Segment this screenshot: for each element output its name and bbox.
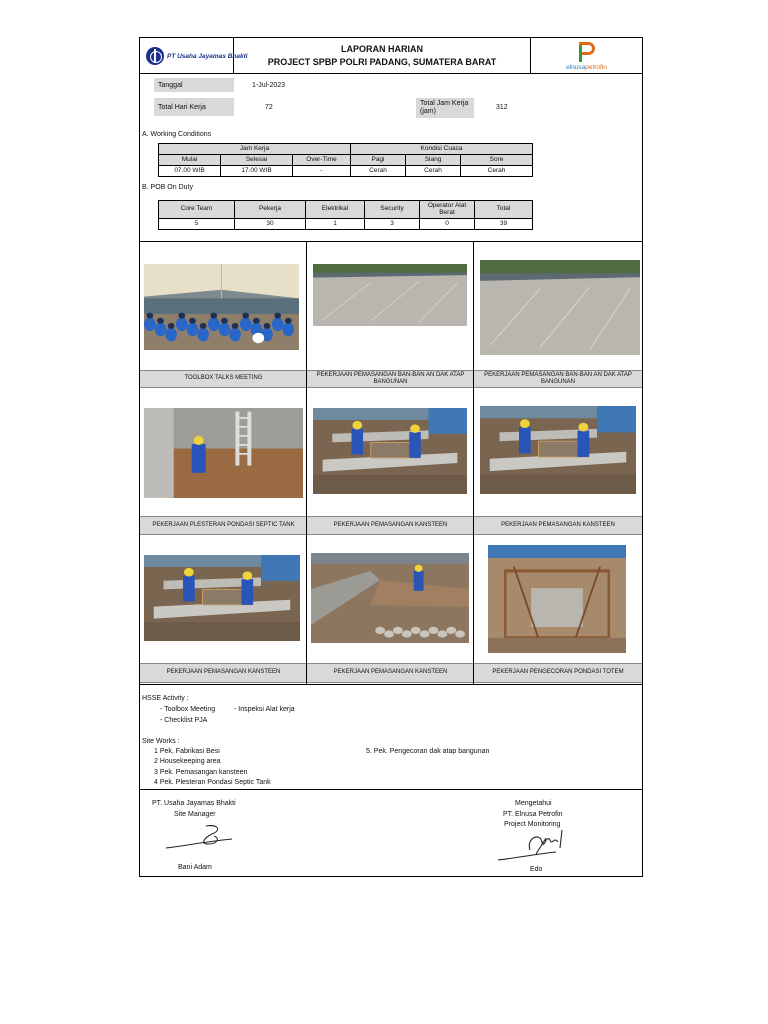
- daily-report-sheet: [139, 37, 643, 877]
- pob-header-cell: Elektrikal: [306, 201, 365, 219]
- pob-value-cell: 1: [306, 219, 365, 230]
- report-header: [140, 38, 642, 74]
- hsse-title: HSSE Activity :: [142, 695, 189, 702]
- working-conditions-value-cell: 07.00 WIB: [159, 166, 221, 177]
- working-conditions-value-cell: 17.00 WIB: [221, 166, 293, 177]
- pob-header-cell: Core Team: [159, 201, 235, 219]
- photo-caption: PEKERJAAN PEMASANGAN KANSTEEN: [140, 663, 307, 683]
- pob-header-cell: Security: [365, 201, 420, 219]
- right-name: Edo: [530, 866, 543, 873]
- site-work-item: 5. Pek. Pengecoran dak atap bangunan: [366, 748, 490, 755]
- right-role: Project Monitoring: [504, 821, 561, 828]
- elnusa-mark-icon: [579, 42, 595, 62]
- left-company: PT. Usaha Jayamas Bhakti: [152, 800, 236, 807]
- divider-line: [140, 241, 642, 242]
- working-conditions-value-cell: Cerah: [351, 166, 406, 177]
- site-photo: [144, 264, 299, 350]
- kondisi-cuaca-group-header: Kondisi Cuaca: [351, 144, 533, 155]
- pob-header-cell: Pekerja: [235, 201, 306, 219]
- report-title-box: [234, 38, 531, 74]
- working-conditions-value-cell: -: [293, 166, 351, 177]
- pob-value-cell: 39: [475, 219, 533, 230]
- working-conditions-title: A. Working Conditions: [142, 131, 212, 138]
- hsse-item: - Toolbox Meeting: [160, 706, 216, 713]
- right-company: PT. Elnusa Petrofin: [503, 811, 563, 818]
- divider-line: [140, 789, 642, 790]
- site-photo: [144, 408, 303, 498]
- pob-header-cell: Operator Alat Berat: [420, 201, 475, 219]
- client-logo-part2: petrofin: [585, 63, 607, 71]
- divider-line: [140, 684, 642, 685]
- working-conditions-header-cell: Siang: [406, 155, 461, 166]
- site-works-title: Site Works :: [142, 738, 180, 745]
- grid-separator: [306, 242, 307, 684]
- site-photo: [311, 553, 469, 643]
- total-jam-label: Total Jam Kerja (jam): [416, 98, 474, 118]
- site-photo: [488, 545, 626, 653]
- pob-header-cell: Total: [475, 201, 533, 219]
- client-logo-part1: elnusa: [566, 63, 586, 71]
- working-conditions-value-cell: Cerah: [406, 166, 461, 177]
- total-hari-value: 72: [265, 104, 273, 111]
- grid-separator: [473, 242, 474, 684]
- working-conditions-value-cell: Cerah: [461, 166, 533, 177]
- tanggal-value: 1-Jul-2023: [252, 82, 286, 89]
- report-title: LAPORAN HARIAN: [341, 44, 423, 54]
- left-signature-icon: [162, 822, 242, 854]
- working-conditions-header-cell: Selesai: [221, 155, 293, 166]
- hsse-item: - Checklist PJA: [160, 717, 208, 724]
- working-conditions-table: [158, 143, 533, 177]
- photo-caption: TOOLBOX TALKS MEETING: [140, 370, 307, 388]
- left-role: Site Manager: [174, 811, 216, 818]
- tanggal-label: Tanggal: [154, 78, 234, 92]
- total-hari-label: Total Hari Kerja: [154, 98, 234, 116]
- pob-value-cell: 3: [365, 219, 420, 230]
- site-work-item: 1 Pek. Fabrikasi Besi: [154, 748, 220, 755]
- pob-table: [158, 200, 533, 230]
- company-logo-text: PT Usaha Jayamas Bhakti: [167, 52, 248, 60]
- site-photo: [480, 260, 640, 355]
- pob-value-cell: 5: [159, 219, 235, 230]
- company-logo: [140, 38, 248, 74]
- client-logo: [531, 38, 642, 74]
- working-conditions-header-cell: Pagi: [351, 155, 406, 166]
- photo-caption: PEKERJAAN PEMASANGAN BAN-BAN AN DAK ATAP BANGUNAN: [474, 370, 642, 388]
- working-conditions-header-cell: Mulai: [159, 155, 221, 166]
- pob-title: B. POB On Duty: [142, 184, 193, 191]
- site-work-item: 4 Pek. Plesteran Pondasi Septic Tank: [154, 779, 271, 786]
- photo-caption: PEKERJAAN PEMASANGAN BAN-BAN AN DAK ATAP BANGUNAN: [307, 370, 474, 388]
- photo-caption: PEKERJAAN PEMASANGAN KANSTEEN: [474, 516, 642, 535]
- right-label: Mengetahui: [515, 800, 552, 807]
- photo-caption: PEKERJAAN PLESTERAN PONDASI SEPTIC TANK: [140, 516, 307, 535]
- site-photo: [313, 408, 467, 494]
- site-photo: [480, 406, 636, 494]
- photo-caption: PEKERJAAN PENGECORAN PONDASI TOTEM: [474, 663, 642, 683]
- site-work-item: 3 Pek. Pemasangan kansteen: [154, 769, 248, 776]
- right-signature-icon: [496, 828, 572, 864]
- pob-value-cell: 0: [420, 219, 475, 230]
- photo-caption: PEKERJAAN PEMASANGAN KANSTEEN: [307, 516, 474, 535]
- total-jam-value: 312: [496, 104, 508, 111]
- project-title: PROJECT SPBP POLRI PADANG, SUMATERA BARAT: [267, 57, 497, 67]
- pob-value-cell: 30: [235, 219, 306, 230]
- photo-caption: PEKERJAAN PEMASANGAN KANSTEEN: [307, 663, 474, 683]
- working-conditions-header-cell: Sore: [461, 155, 533, 166]
- site-photo: [313, 264, 467, 326]
- hsse-item: - Inspeksi Alat kerja: [234, 706, 295, 713]
- working-conditions-header-cell: Over-Time: [293, 155, 351, 166]
- site-work-item: 2 Housekeeping area: [154, 758, 221, 765]
- site-photo: [144, 555, 300, 641]
- jam-kerja-group-header: Jam Kerja: [159, 144, 351, 155]
- company-emblem-icon: [146, 47, 164, 65]
- left-name: Bani Adam: [178, 864, 212, 871]
